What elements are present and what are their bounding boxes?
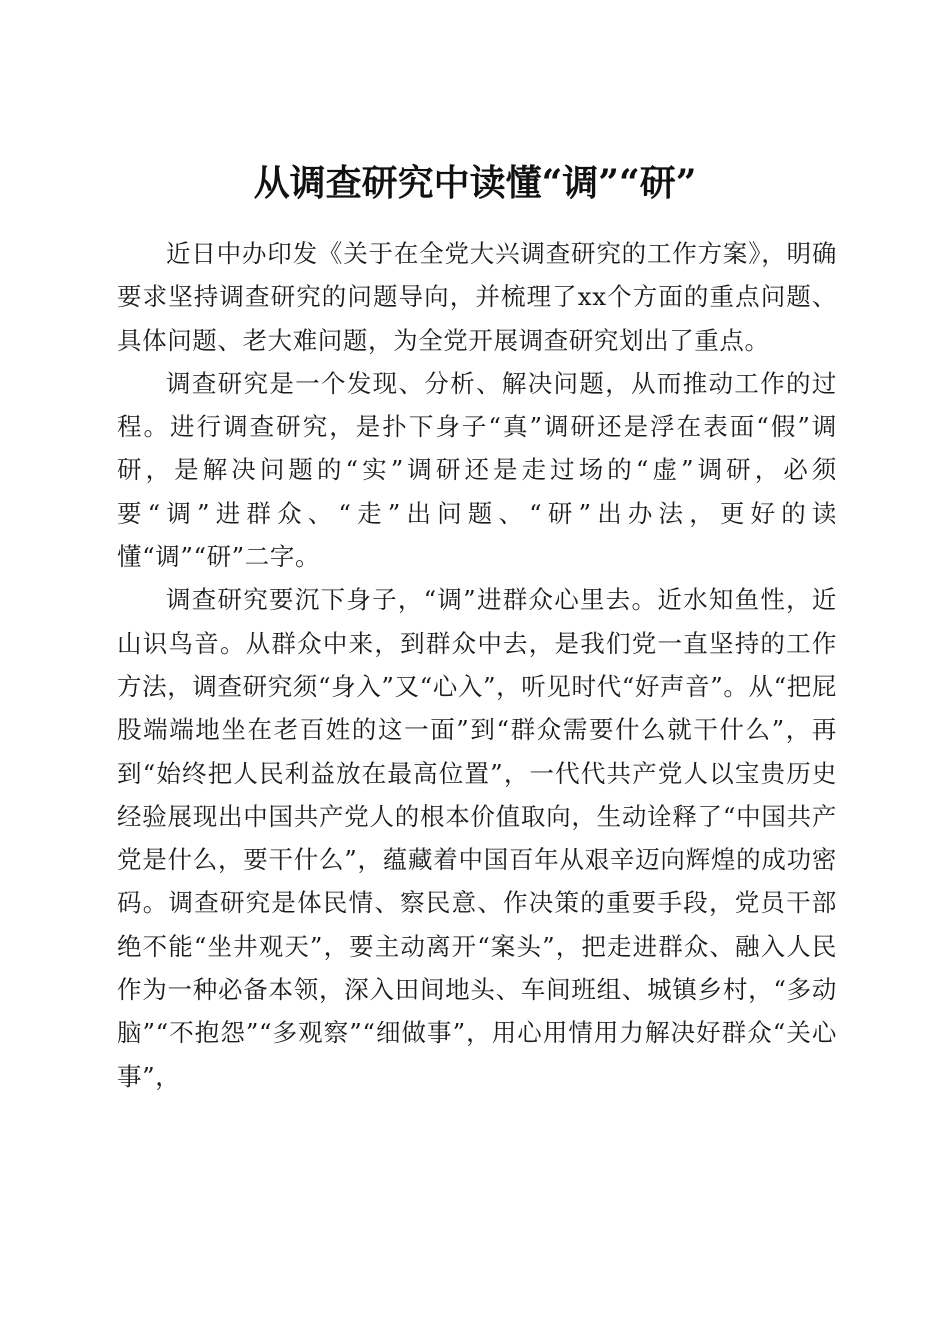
paragraph-1: 近日中办印发《关于在全党大兴调查研究的工作方案》，明确要求坚持调查研究的问题导向，并梳理了xx个方面的重点问题、具体问题、老大难问题，为全党开展调查研究划出了重点。 [117, 239, 837, 355]
document-body [117, 232, 837, 1098]
document-title: 从调查研究中读懂“调”“研” [253, 162, 697, 205]
paragraph-3: 调查研究要沉下身子，“调”进群众心里去。近水知鱼性，近山识鸟音。从群众中来，到群众中去，是我们党一直坚持的工作方法，调查研究须“身入”又“心入”，听见时代“好声音”。从“把屁股端端地坐在老百姓的这一面”到“群众需要什么就干什么”，再到“始终把人民利益放在最高位置”，一代代共产党人以宝贵历史经验展现出中国共产党人的根本价值取向，生动诠释了“中国共产党是什么，要干什么”，蕴藏着中国百年从艰辛迈向辉煌的成功密码。调查研究是体民情、察民意、作决策的重要手段，党员干部绝不能“坐井观天”，要主动离开“案头”，把走进群众、融入人民作为一种必备本领，深入田间地头、车间班组、城镇乡村，“多动脑”“不抱怨”“多观察”“细做事”，用心用情用力解决好群众“关心事”， [117, 585, 837, 1091]
paragraph-2: 调查研究是一个发现、分析、解决问题，从而推动工作的过程。进行调查研究，是扑下身子“真”调研还是浮在表面“假”调研，是解决问题的“实”调研还是走过场的“虚”调研，必须要“调”进群众、“走”出问题、“研”出办法，更好的读懂“调”“研”二字。 [117, 368, 837, 572]
